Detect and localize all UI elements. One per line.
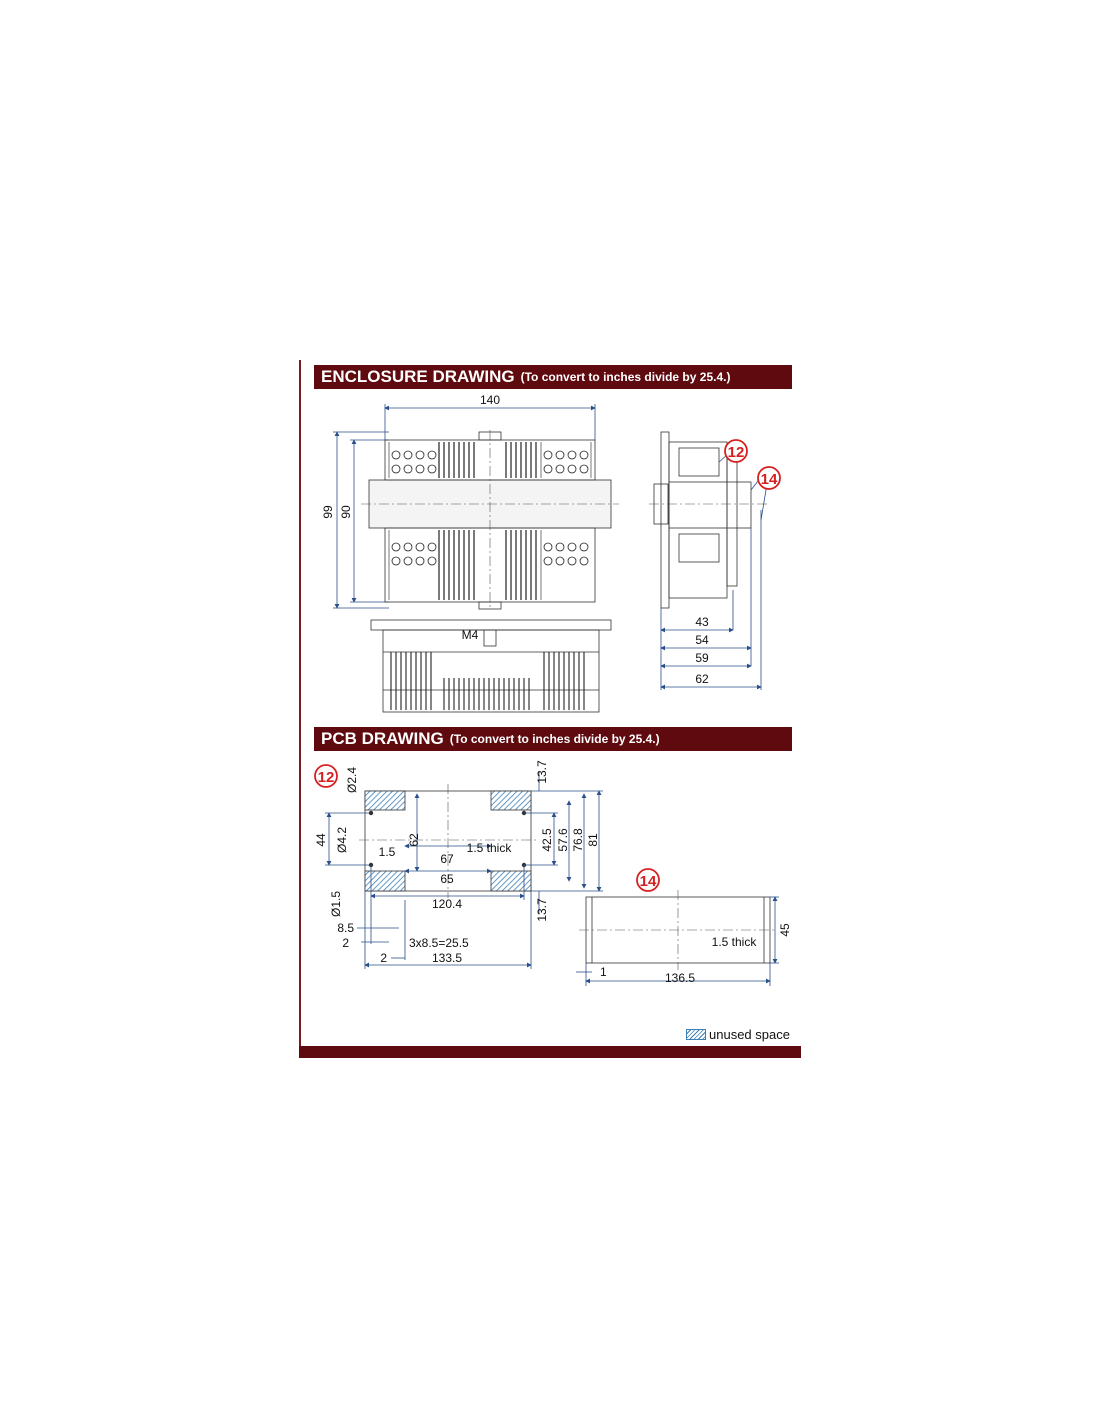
pcb-thickness-label: 1.5 thick (466, 841, 512, 855)
dim-hole-4-2: Ø4.2 (335, 826, 349, 854)
dim-pcb-120-4: 120.4 (431, 897, 463, 911)
dim-pcb-13-7-bottom: 13.7 (535, 898, 549, 922)
dim-pcb-76-8: 76.8 (571, 828, 585, 852)
footer-bar (299, 1046, 801, 1058)
pcb-diagram (299, 754, 801, 1024)
legend-label: unused space (709, 1027, 790, 1042)
pcb-header (314, 727, 792, 751)
callout-12-pcb: 12 (317, 769, 335, 786)
dim-height-99: 99 (321, 505, 335, 519)
dim-hole-1-5: Ø1.5 (329, 890, 343, 918)
dim-height-90: 90 (339, 505, 353, 519)
dim-width-140: 140 (479, 393, 501, 407)
dim-depth-54: 54 (695, 633, 709, 647)
enclosure-diagram (299, 390, 801, 725)
dim-part14-gap: 1 (600, 965, 607, 979)
dim-pcb-62: 62 (407, 833, 421, 847)
callout-14-enclosure: 14 (760, 471, 778, 488)
dim-pcb-1-5: 1.5 (378, 845, 396, 859)
dim-part14-136-5: 136.5 (664, 971, 696, 985)
enclosure-header (314, 365, 792, 389)
dim-hole-2-4: Ø2.4 (345, 766, 359, 794)
dim-pcb-44: 44 (314, 833, 328, 847)
dim-screw-m4: M4 (461, 628, 479, 642)
callout-12-enclosure: 12 (727, 444, 745, 461)
dim-pcb-67: 67 (440, 852, 454, 866)
dim-pcb-42-5: 42.5 (540, 828, 554, 852)
dim-pcb-57-6: 57.6 (556, 828, 570, 852)
callout-14-pcb: 14 (639, 873, 657, 890)
hatch-swatch-icon (686, 1029, 706, 1040)
dim-pcb-pitch: 3x8.5=25.5 (409, 936, 469, 950)
part14-thickness-label: 1.5 thick (711, 935, 757, 949)
dim-pcb-13-7-top: 13.7 (535, 760, 549, 784)
dim-depth-43: 43 (695, 615, 709, 629)
dim-depth-59: 59 (695, 651, 709, 665)
enclosure-title: ENCLOSURE DRAWING (321, 367, 515, 386)
dim-pcb-2-b: 2 (380, 951, 387, 965)
dim-pcb-8-5: 8.5 (337, 921, 354, 935)
dim-pcb-133-5: 133.5 (431, 951, 463, 965)
dim-pcb-65: 65 (440, 872, 454, 886)
enclosure-subtitle: (To convert to inches divide by 25.4.) (520, 370, 731, 384)
dim-pcb-2-a: 2 (342, 936, 349, 950)
pcb-subtitle: (To convert to inches divide by 25.4.) (449, 732, 660, 746)
dim-depth-62: 62 (695, 672, 709, 686)
legend (686, 1027, 790, 1042)
pcb-title: PCB DRAWING (321, 729, 444, 748)
dim-pcb-81: 81 (586, 833, 600, 847)
dim-part14-45: 45 (778, 923, 792, 937)
datasheet-page (299, 360, 801, 1058)
